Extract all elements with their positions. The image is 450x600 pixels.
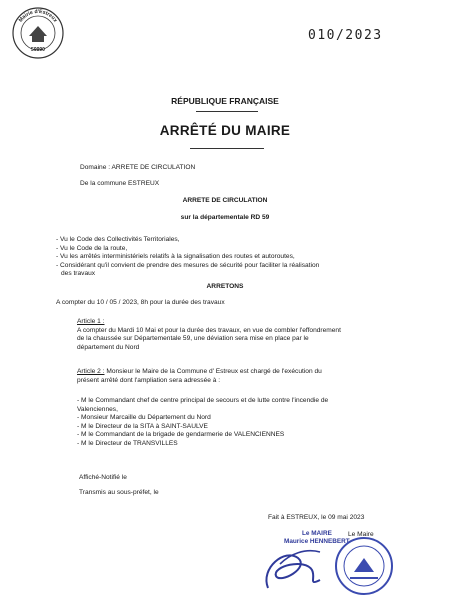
article-1-label: Article 1 : bbox=[77, 318, 105, 325]
le-maire-label: Le Maire bbox=[348, 531, 374, 538]
town-seal-stamp bbox=[11, 6, 65, 60]
reference-number: 010/2023 bbox=[308, 28, 383, 43]
visas-list bbox=[56, 236, 319, 279]
divider-rule bbox=[190, 148, 264, 149]
article-2-line: présent arrêté dont l'ampliation sera adressée à : bbox=[77, 376, 221, 384]
article-2-label: Article 2 : bbox=[77, 368, 105, 375]
republique-heading: RÉPUBLIQUE FRANÇAISE bbox=[171, 96, 279, 106]
visa-item: des travaux bbox=[61, 270, 96, 278]
recipient-item: - Monsieur Marcaille du Département du Nord bbox=[77, 414, 211, 422]
affiche-notifie-line: Affiché-Notifié le bbox=[79, 474, 127, 481]
recipient-item: - M le Directeur de la SITA à SAINT-SAULVE bbox=[77, 422, 208, 430]
fait-a-line: Fait à ESTREUX, le 09 mai 2023 bbox=[268, 514, 365, 521]
subject-line-1: ARRETE DE CIRCULATION bbox=[182, 197, 268, 204]
svg-text:Mairie d'Estreux: Mairie d'Estreux bbox=[17, 8, 59, 24]
domaine-line: Domaine : ARRETE DE CIRCULATION bbox=[80, 164, 196, 171]
recipients-list bbox=[77, 397, 328, 449]
article-2-text: Monsieur le Maire de la Commune d' Estreux est chargé de l'exécution du bbox=[106, 368, 322, 375]
preamble-line: A compter du 10 / 05 / 2023, 8h pour la durée des travaux bbox=[56, 299, 225, 306]
article-2-first-line bbox=[77, 368, 322, 377]
article-1-line: de la chaussée sur Départementale 59, une déviation sera mise en place par le bbox=[77, 335, 309, 343]
article-1 bbox=[77, 318, 341, 352]
visa-item: - Considérant qu'il convient de prendre des mesures de sécurité pour faciliter la réalisation bbox=[56, 261, 320, 269]
article-1-line: département du Nord bbox=[77, 343, 140, 351]
visa-item: - Vu le Code de la route, bbox=[56, 244, 128, 252]
visa-item: - Vu le Code des Collectivités Territoriales, bbox=[56, 236, 180, 243]
divider-rule bbox=[196, 111, 258, 112]
article-2 bbox=[77, 368, 322, 385]
recipient-item: - M le Commandant de la brigade de gendarmerie de VALENCIENNES bbox=[77, 431, 285, 439]
recipient-item: - M le Commandant chef de centre principal de secours et de lutte contre l'incendie de bbox=[77, 397, 329, 404]
visa-item: - Vu les arrêtés interministériels relatifs à la signalisation des routes et autoroutes, bbox=[56, 253, 295, 261]
subject-line-2: sur la départementale RD 59 bbox=[180, 214, 270, 221]
commune-line: De la commune ESTREUX bbox=[80, 180, 160, 187]
mayor-official-stamp bbox=[320, 526, 408, 596]
arretons-heading: ARRETONS bbox=[206, 283, 244, 290]
arrete-title: ARRÊTÉ DU MAIRE bbox=[159, 123, 291, 138]
recipient-item: - M le Directeur de TRANSVILLES bbox=[77, 439, 178, 447]
svg-text:Le MAIRE: Le MAIRE bbox=[302, 530, 332, 537]
article-1-line: A compter du Mardi 10 Mai et pour la durée des travaux, en vue de combler l'effondrement bbox=[77, 326, 341, 334]
recipient-item: Valenciennes, bbox=[77, 405, 118, 413]
svg-text:59990: 59990 bbox=[31, 47, 45, 53]
transmis-line: Transmis au sous-préfet, le bbox=[79, 489, 159, 496]
svg-text:Maurice HENNEBERT: Maurice HENNEBERT bbox=[284, 538, 350, 545]
